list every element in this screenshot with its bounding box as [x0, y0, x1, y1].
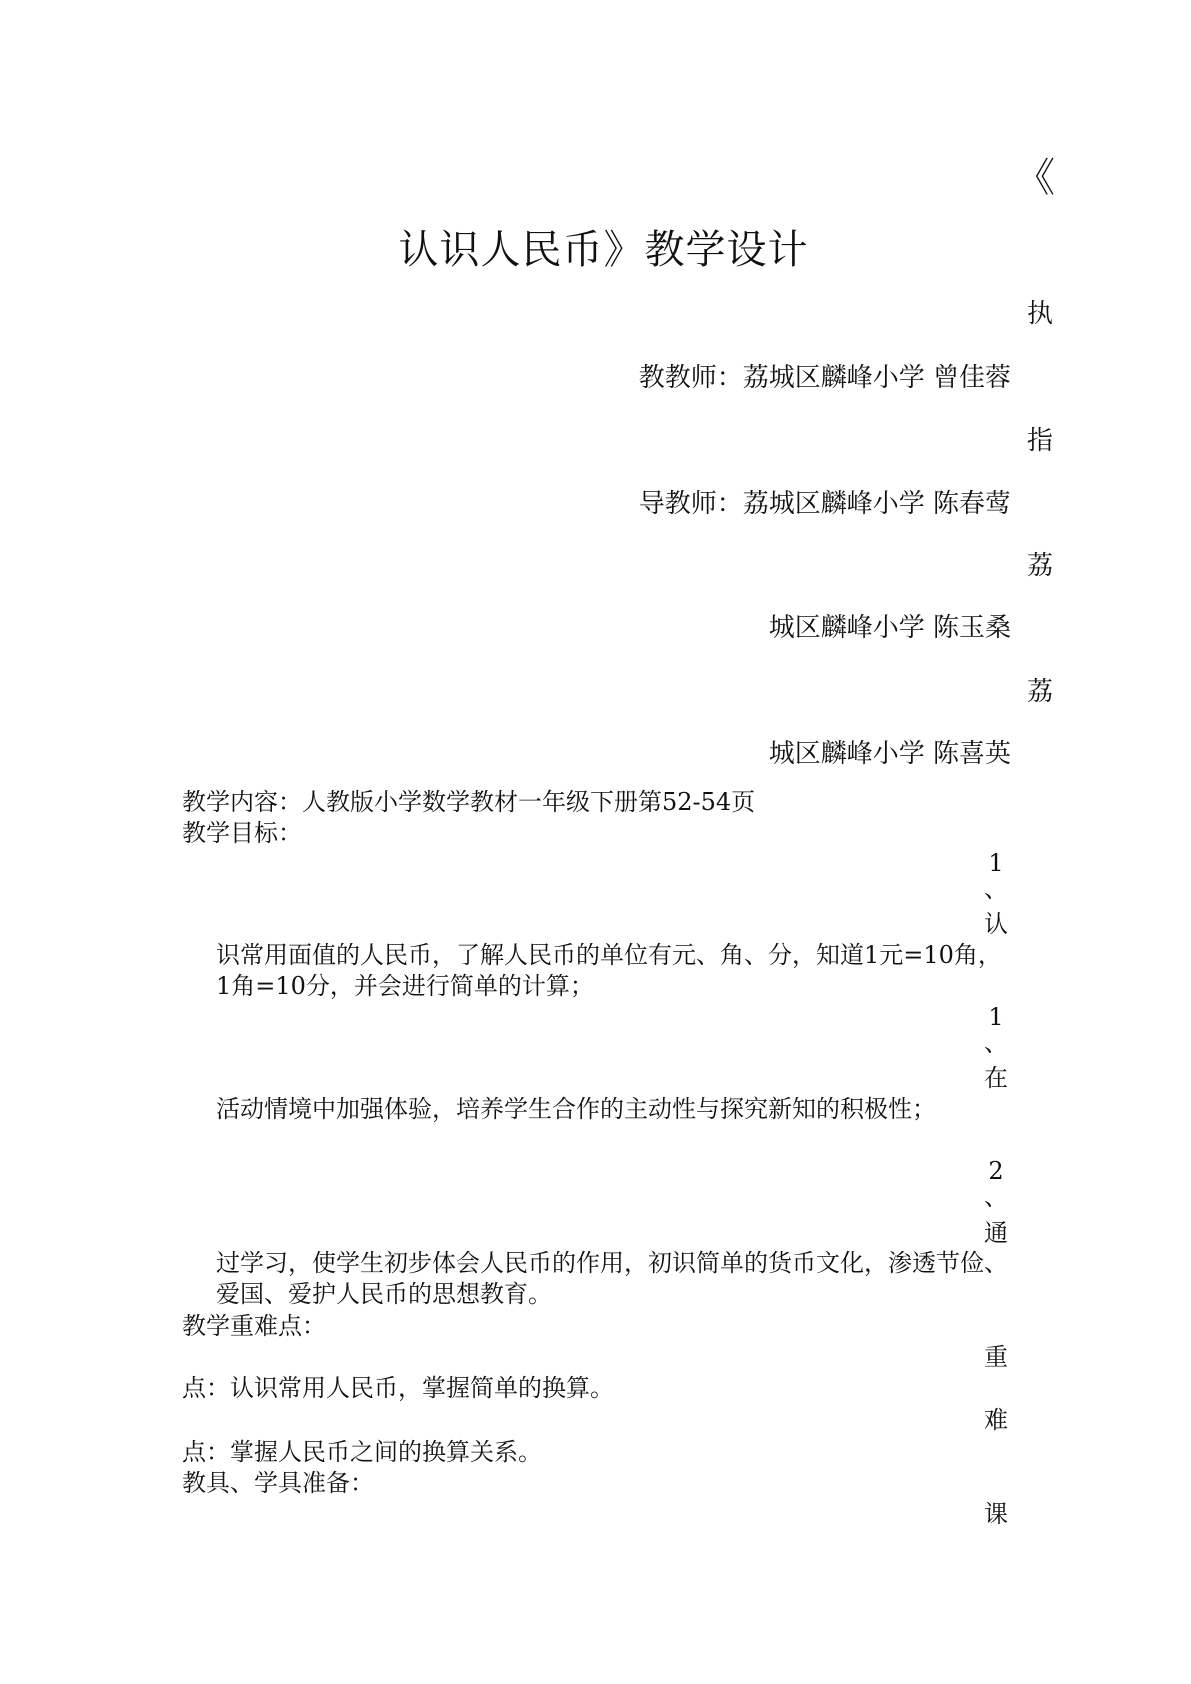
guide-char: 指: [1026, 426, 1053, 456]
key-point-text: 点：认识常用人民币，掌握简单的换算。: [182, 1374, 614, 1402]
key-char: 重: [984, 1343, 1008, 1371]
li-char-2: 荔: [1026, 677, 1053, 707]
goal3-number: 2: [988, 1157, 1004, 1185]
key-points-label: 教学重难点：: [182, 1312, 326, 1340]
goal1-mark: 、: [984, 875, 1008, 903]
document-title: 认识人民币》教学设计: [398, 227, 809, 273]
tools-label: 教具、学具准备：: [182, 1469, 374, 1497]
goal3-text: 过学习，使学生初步体会人民币的作用，初识简单的货币文化，渗透节俭、爱国、爱护人民币的思想教育。: [216, 1249, 1008, 1308]
teaching-content: 教学内容：人教版小学数学教材一年级下册第52-54页: [182, 788, 756, 816]
difficult-char: 难: [984, 1406, 1008, 1434]
exec-teacher-line: 教教师：荔城区麟峰小学 曾佳蓉: [638, 363, 1011, 393]
goal2-first-char: 在: [984, 1064, 1008, 1092]
extra-teacher-line-1: 城区麟峰小学 陈玉桑: [768, 613, 1011, 643]
class-char: 课: [984, 1500, 1008, 1528]
exec-char: 执: [1026, 299, 1053, 329]
goal1-number: 1: [988, 849, 1004, 877]
difficult-point-text: 点：掌握人民币之间的换算关系。: [182, 1438, 542, 1466]
goal3-mark: 、: [984, 1183, 1008, 1211]
guide-teacher-line: 导教师：荔城区麟峰小学 陈春莺: [638, 489, 1011, 519]
goal3-first-char: 通: [984, 1219, 1008, 1247]
teaching-goals-label: 教学目标：: [182, 819, 302, 847]
extra-teacher-line-2: 城区麟峰小学 陈喜英: [768, 739, 1011, 769]
goal2-text: 活动情境中加强体验，培养学生合作的主动性与探究新知的积极性；: [216, 1095, 936, 1123]
li-char-1: 荔: [1026, 551, 1053, 581]
goal2-number: 1: [988, 1003, 1004, 1031]
goal1-text: 识常用面值的人民币，了解人民币的单位有元、角、分，知道1元=10角，1角=10分，并会进行简单的计算；: [216, 941, 1002, 1000]
goal1-first-char: 认: [984, 910, 1008, 938]
goal2-mark: 、: [984, 1029, 1008, 1057]
title-open-bracket: 《: [1015, 155, 1055, 201]
